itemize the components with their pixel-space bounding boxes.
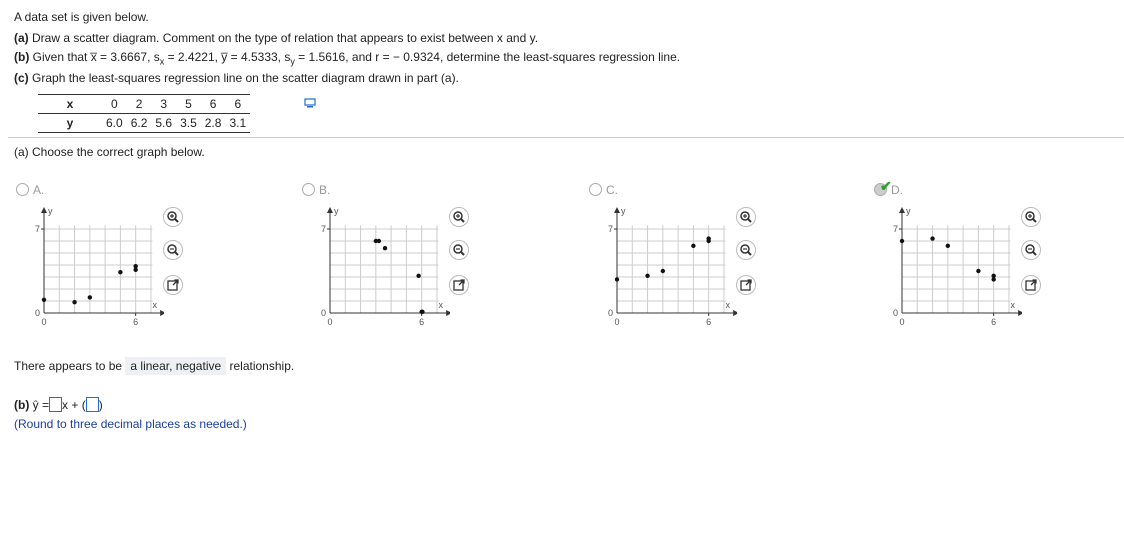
y-axis-label: y [621,206,626,216]
option-label: D. [891,183,903,197]
y-header: y [38,114,102,133]
x-tick-label: 0 [899,317,905,327]
part-b-answer-label: (b) [14,398,30,412]
relationship-prefix: There appears to be [14,359,123,373]
y-tick-label: 0 [320,308,326,318]
scatter-point [88,295,92,299]
zoom-out-icon[interactable] [163,240,183,260]
scatter-point [706,236,710,240]
option-d-graph [882,203,1022,328]
correct-check-icon: ✔ [880,178,892,194]
y-tick-label: 0 [892,308,898,318]
y-tick-label: 7 [34,224,40,234]
part-c-label: (c) [14,71,29,85]
part-b-text-1: Given that x̅ = 3.6667, s [32,50,160,64]
part-b-label: (b) [14,50,30,64]
y-tick-label: 7 [607,224,613,234]
y-axis-label: y [334,206,339,216]
zoom-in-icon[interactable] [449,207,469,227]
y-cell: 3.5 [176,114,201,133]
option-c-radio[interactable] [589,183,618,197]
expand-icon[interactable] [449,275,469,295]
scatter-point [900,239,904,243]
yhat-symbol: ŷ [32,398,39,412]
x-tick-label: 6 [706,317,712,327]
equals-sign: = [42,398,50,412]
part-a-label: (a) [14,31,29,45]
intercept-input[interactable] [86,397,99,412]
option-label: A. [33,183,45,197]
option-label: B. [319,183,331,197]
expand-icon[interactable] [736,275,756,295]
divider [8,137,1124,138]
scatter-point [133,264,137,268]
option-a-graph [24,203,164,328]
y-cell: 2.8 [201,114,226,133]
x-tick-label: 0 [327,317,333,327]
part-b-instruction [14,50,680,66]
data-table [38,94,250,133]
part-a-text: Draw a scatter diagram. Comment on the type of relation that appears to exist between x and y. [32,31,539,45]
radio-circle[interactable] [589,183,602,196]
relationship-suffix: relationship. [229,359,295,373]
intercept-paren: ( ) [81,398,103,412]
scatter-point [72,300,76,304]
sy-subscript: y [290,56,295,67]
slope-input[interactable] [49,397,62,412]
expand-icon[interactable] [1021,275,1041,295]
x-axis-label: x [725,300,730,310]
scatter-point [991,274,995,278]
part-c-text: Graph the least-squares regression line on the scatter diagram drawn in part (a). [32,71,459,85]
scatter-point [377,239,381,243]
scatter-point [420,310,424,314]
scatter-point [976,269,980,273]
option-b-radio[interactable] [302,183,330,197]
y-row [38,114,250,133]
x-cell: 0 [102,95,127,114]
scatter-point [118,270,122,274]
x-tick-label: 6 [991,317,997,327]
y-cell: 5.6 [151,114,176,133]
question-a: (a) Choose the correct graph below. [14,145,205,159]
zoom-in-icon[interactable] [1021,207,1041,227]
option-label: C. [606,183,618,197]
zoom-out-icon[interactable] [1021,240,1041,260]
zoom-out-icon[interactable] [449,240,469,260]
y-tick-label: 7 [320,224,326,234]
x-tick-label: 0 [614,317,620,327]
y-cell: 6.0 [102,114,127,133]
zoom-out-icon[interactable] [736,240,756,260]
x-plus-text: x + [62,398,79,412]
y-cell: 6.2 [127,114,152,133]
zoom-in-icon[interactable] [163,207,183,227]
x-cell: 3 [151,95,176,114]
part-c-instruction [14,71,459,85]
x-cell: 6 [225,95,250,114]
x-tick-label: 6 [133,317,139,327]
x-header: x [38,95,102,114]
expand-icon[interactable] [163,275,183,295]
scatter-point [930,236,934,240]
radio-circle[interactable] [16,183,29,196]
sx-subscript: x [159,56,165,67]
x-axis-label: x [438,300,443,310]
x-tick-label: 0 [41,317,47,327]
part-b-text-2: = 2.4221, y̅ = 4.5333, s [164,50,291,64]
x-cell: 5 [176,95,201,114]
option-a-radio[interactable] [16,183,44,197]
zoom-in-icon[interactable] [736,207,756,227]
y-tick-label: 7 [892,224,898,234]
option-c-graph [597,203,737,328]
part-b-text-3: = 1.5616, and r = − 0.9324, determine the least-squares regression line. [294,50,681,64]
y-axis-label: y [906,206,911,216]
relationship-sentence [14,359,294,373]
x-axis-label: x [152,300,157,310]
scatter-point [383,246,387,250]
scatter-point [691,244,695,248]
option-b-graph [310,203,450,328]
x-row [38,95,250,114]
scatter-point [42,298,46,302]
copy-data-icon[interactable] [304,97,316,111]
scatter-point [615,277,619,281]
scatter-point [416,274,420,278]
y-cell: 3.1 [225,114,250,133]
radio-circle[interactable] [302,183,315,196]
x-cell: 6 [201,95,226,114]
scatter-point [946,244,950,248]
scatter-point [661,269,665,273]
x-axis-label: x [1010,300,1015,310]
intro-text: A data set is given below. [14,10,149,24]
round-note: (Round to three decimal places as needed.) [14,417,247,431]
y-tick-label: 0 [34,308,40,318]
scatter-point [645,274,649,278]
y-tick-label: 0 [607,308,613,318]
x-tick-label: 6 [419,317,425,327]
y-axis-label: y [48,206,53,216]
x-cell: 2 [127,95,152,114]
part-a-instruction [14,31,538,45]
relationship-dropdown[interactable]: a linear, negative [125,357,226,375]
regression-equation [14,397,103,412]
